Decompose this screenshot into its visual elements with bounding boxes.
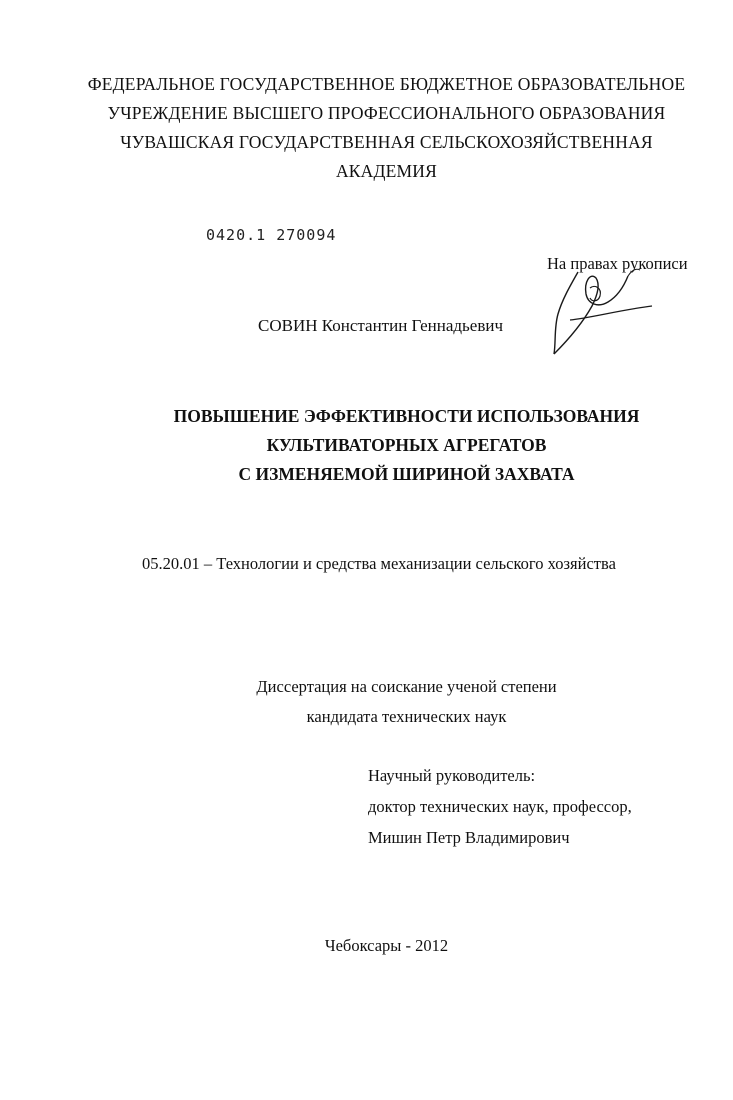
title-line-3: С ИЗМЕНЯЕМОЙ ШИРИНОЙ ЗАХВАТА	[238, 464, 575, 484]
supervisor-degree: доктор технических наук, профессор,	[368, 797, 632, 816]
degree-statement	[40, 672, 733, 732]
institution-line-4: АКАДЕМИЯ	[335, 161, 438, 181]
specialty-code: 05.20.01 – Технологии и средства механизации сельского хозяйства	[142, 554, 616, 573]
title-line-2: КУЛЬТИВАТОРНЫХ АГРЕГАТОВ	[266, 435, 547, 455]
signature-icon	[540, 258, 670, 358]
degree-line-2: кандидата технических наук	[306, 707, 507, 726]
dissertation-title	[40, 402, 733, 489]
institution-line-2: УЧРЕЖДЕНИЕ ВЫСШЕГО ПРОФЕССИОНАЛЬНОГО ОБРАЗОВАНИЯ	[107, 103, 666, 123]
supervisor-block	[368, 760, 632, 853]
supervisor-name: Мишин Петр Владимирович	[368, 828, 570, 847]
title-line-1: ПОВЫШЕНИЕ ЭФФЕКТИВНОСТИ ИСПОЛЬЗОВАНИЯ	[173, 406, 640, 426]
degree-line-1: Диссертация на соискание ученой степени	[256, 677, 557, 696]
institution-header	[40, 70, 733, 186]
manuscript-note: На правах рукописи	[547, 254, 688, 273]
author-name: СОВИН Константин Геннадьевич	[258, 316, 503, 335]
city-year: Чебоксары - 2012	[324, 936, 449, 955]
supervisor-label: Научный руководитель:	[368, 766, 536, 785]
registry-number: 0420.1 270094	[206, 226, 337, 244]
institution-line-1: ФЕДЕРАЛЬНОЕ ГОСУДАРСТВЕННОЕ БЮДЖЕТНОЕ ОБРАЗОВАТЕЛЬНОЕ	[87, 74, 686, 94]
institution-line-3: ЧУВАШСКАЯ ГОСУДАРСТВЕННАЯ СЕЛЬСКОХОЗЯЙСТВЕННАЯ	[120, 132, 653, 152]
